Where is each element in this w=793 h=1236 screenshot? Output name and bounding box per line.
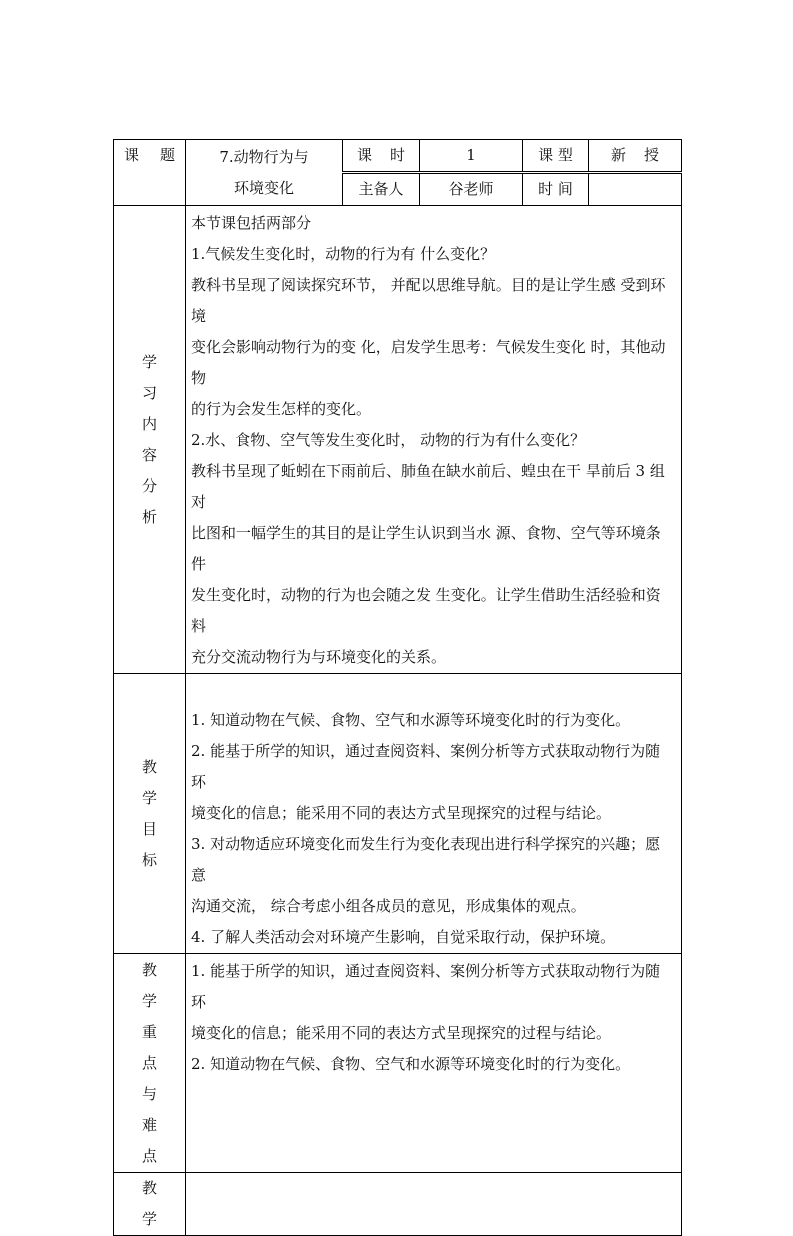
analysis-label-char: 析 xyxy=(141,507,157,526)
period-label-cell xyxy=(343,140,420,173)
analysis-line: 充分交流动物行为与环境变化的关系。 xyxy=(191,648,447,666)
key-points-line: 2. 知道动物在气候、食物、空气和水源等环境变化时的行为变化。 xyxy=(191,1055,631,1073)
topic-label-char-1: 课 xyxy=(124,146,140,164)
analysis-line: 教科书呈现了蚯蚓在下雨前后、肺鱼在缺水前后、蝗虫在干 旱前后 3 组对 xyxy=(191,462,665,511)
lesson-plan-sheet xyxy=(113,139,681,1236)
type-value-char-2: 授 xyxy=(643,146,659,164)
analysis-label-char: 容 xyxy=(141,445,157,464)
key-points-line: 境变化的信息；能采用不同的表达方式呈现探究的过程与结论。 xyxy=(191,1024,612,1042)
analysis-line: 教科书呈现了阅读探究环节， 并配以思维导航。目的是让学生感 受到环境 xyxy=(191,276,666,325)
key-points-label-cell xyxy=(114,954,186,1173)
objectives-label-char: 标 xyxy=(141,850,157,869)
lesson-plan-table xyxy=(113,139,682,1236)
key-points-label-char: 与 xyxy=(141,1084,157,1103)
teaching-row xyxy=(114,1173,682,1236)
objectives-line: 沟通交流， 综合考虑小组各成员的意见，形成集体的观点。 xyxy=(191,897,586,915)
period-value-cell xyxy=(420,140,523,173)
topic-value-line1: 7.动物行为与 xyxy=(219,147,309,166)
teaching-label xyxy=(114,1173,185,1235)
analysis-line: 1.气候发生变化时，动物的行为有 什么变化？ xyxy=(191,245,496,263)
objectives-line: 4. 了解人类活动会对环境产生影响，自觉采取行动，保护环境。 xyxy=(191,928,616,946)
teaching-label-char: 学 xyxy=(141,1210,157,1228)
period-label-char-1: 课 xyxy=(357,146,373,164)
preparer-value-cell xyxy=(420,173,523,206)
analysis-label-char: 内 xyxy=(141,414,157,433)
objectives-label-char: 学 xyxy=(141,788,157,807)
key-points-row xyxy=(114,954,682,1173)
key-points-label xyxy=(114,955,185,1172)
type-value-cell xyxy=(589,140,682,173)
analysis-line: 发生变化时，动物的行为也会随之发 生变化。让学生借助生活经验和资料 xyxy=(191,586,661,635)
period-label-char-2: 时 xyxy=(389,146,405,164)
teaching-label-cell xyxy=(114,1173,186,1236)
analysis-row xyxy=(114,206,682,674)
topic-label-char-2: 题 xyxy=(159,146,175,164)
type-value-char-1: 新 xyxy=(611,146,627,164)
time-label: 时 间 xyxy=(538,180,573,198)
analysis-line: 的行为会发生怎样的变化。 xyxy=(191,400,372,418)
time-value-cell xyxy=(589,173,682,206)
key-points-label-char: 点 xyxy=(141,1146,157,1165)
objectives-label xyxy=(114,752,185,876)
objectives-line: 2. 能基于所学的知识，通过查阅资料、案例分析等方式获取动物行为随环 xyxy=(191,742,661,791)
objectives-line: 境变化的信息；能采用不同的表达方式呈现探究的过程与结论。 xyxy=(191,804,612,822)
analysis-line: 本节课包括两部分 xyxy=(191,214,312,232)
analysis-label-char: 习 xyxy=(141,383,157,402)
preparer-label-cell xyxy=(343,173,420,206)
analysis-label-cell xyxy=(114,206,186,674)
header-row-1 xyxy=(114,140,682,173)
topic-label-cell xyxy=(114,140,186,206)
teaching-label-char: 教 xyxy=(141,1179,157,1197)
key-points-label-char: 难 xyxy=(141,1115,157,1134)
key-points-content xyxy=(186,954,682,1173)
objectives-label-cell xyxy=(114,674,186,954)
analysis-label-char: 学 xyxy=(141,352,157,371)
key-points-line: 1. 能基于所学的知识，通过查阅资料、案例分析等方式获取动物行为随环 xyxy=(191,962,661,1011)
key-points-label-char: 重 xyxy=(141,1022,157,1041)
key-points-label-char: 学 xyxy=(141,991,157,1010)
objectives-line: 1. 知道动物在气候、食物、空气和水源等环境变化时的行为变化。 xyxy=(191,711,631,729)
analysis-label-char: 分 xyxy=(141,476,157,495)
analysis-line: 2.水、食物、空气等发生变化时， 动物的行为有什么变化？ xyxy=(191,431,586,449)
topic-value-cell xyxy=(186,140,343,206)
analysis-line: 比图和一幅学生的其目的是让学生认识到当水 源、食物、空气等环境条件 xyxy=(191,524,661,573)
time-label-cell xyxy=(523,173,589,206)
analysis-label xyxy=(114,347,185,533)
type-label-cell xyxy=(523,140,589,173)
analysis-content xyxy=(186,206,682,674)
objectives-label-char: 教 xyxy=(141,757,157,776)
objectives-content xyxy=(186,674,682,954)
preparer-label: 主备人 xyxy=(358,180,404,198)
type-label: 课 型 xyxy=(538,146,573,164)
teaching-content xyxy=(186,1173,682,1236)
topic-value-line2: 环境变化 xyxy=(233,178,294,197)
analysis-line: 变化会影响动物行为的变 化，启发学生思考：气候发生变化 时，其他动物 xyxy=(191,338,666,387)
preparer-value: 谷老师 xyxy=(448,180,494,198)
period-value: 1 xyxy=(466,146,476,164)
key-points-label-char: 教 xyxy=(141,960,157,979)
key-points-label-char: 点 xyxy=(141,1053,157,1072)
objectives-label-char: 目 xyxy=(141,819,157,838)
objectives-row xyxy=(114,674,682,954)
objectives-line: 3. 对动物适应环境变化而发生行为变化表现出进行科学探究的兴趣；愿意 xyxy=(191,835,661,884)
